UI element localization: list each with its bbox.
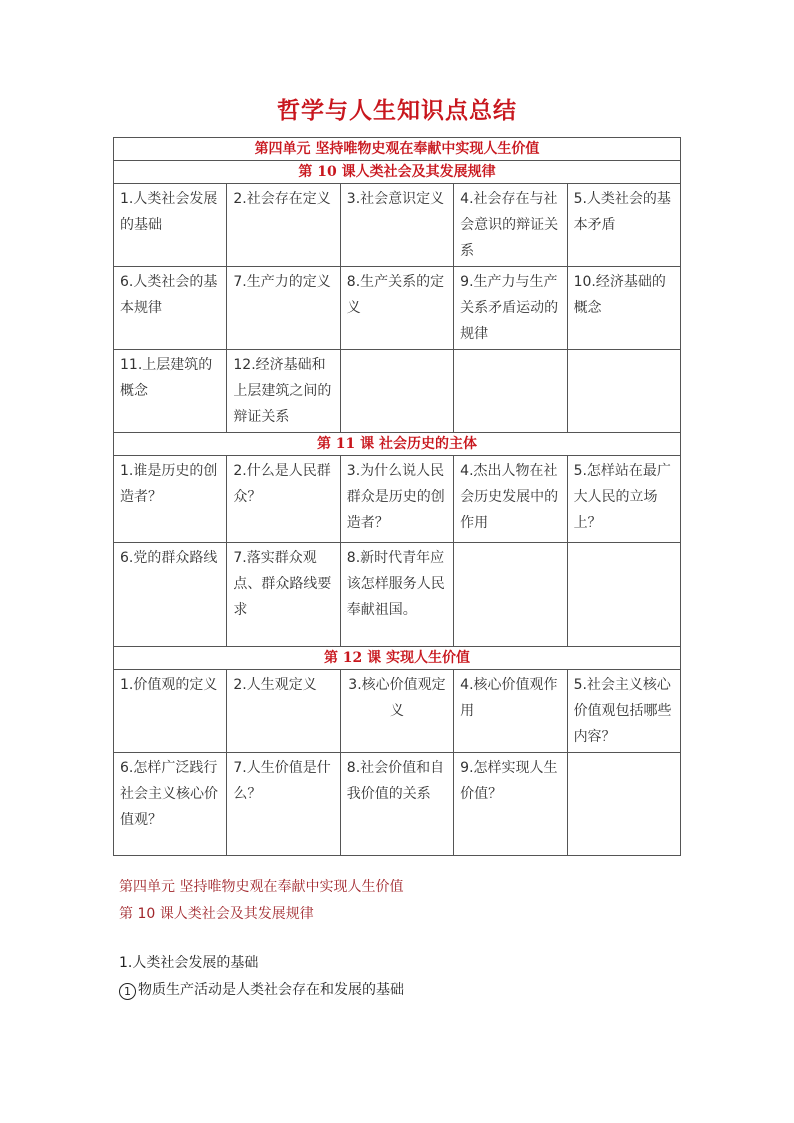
lesson-12-header: 第 12 课 实现人生价值 xyxy=(114,647,681,670)
table-cell: 1.人类社会发展的基础 xyxy=(114,184,227,267)
table-cell: 8.新时代青年应该怎样服务人民奉献祖国。 xyxy=(340,543,453,647)
table-cell xyxy=(567,350,680,433)
table-cell xyxy=(454,543,567,647)
table-cell: 6.人类社会的基本规律 xyxy=(114,267,227,350)
table-row xyxy=(114,753,681,856)
table-cell xyxy=(567,543,680,647)
table-row xyxy=(114,350,681,433)
circled-number-1: 1 xyxy=(119,983,136,1000)
point-1-text: 物质生产活动是人类社会存在和发展的基础 xyxy=(138,982,404,998)
table-cell xyxy=(340,350,453,433)
outline-table xyxy=(113,137,681,856)
table-cell: 1.谁是历史的创造者？ xyxy=(114,456,227,543)
table-row xyxy=(114,138,681,161)
table-row xyxy=(114,433,681,456)
table-row xyxy=(114,267,681,350)
table-cell: 8.社会价值和自我价值的关系 xyxy=(340,753,453,856)
table-cell: 9.怎样实现人生价值？ xyxy=(454,753,567,856)
table-cell xyxy=(454,350,567,433)
table-cell: 5.怎样站在最广大人民的立场上？ xyxy=(567,456,680,543)
table-cell: 7.人生价值是什么？ xyxy=(227,753,340,856)
table-cell: 4.杰出人物在社会历史发展中的作用 xyxy=(454,456,567,543)
table-cell: 4.社会存在与社会意识的辩证关系 xyxy=(454,184,567,267)
table-cell: 10.经济基础的概念 xyxy=(567,267,680,350)
table-cell: 4.核心价值观作用 xyxy=(454,670,567,753)
table-cell: 7.落实群众观点、群众路线要求 xyxy=(227,543,340,647)
table-row xyxy=(114,161,681,184)
table-cell: 7.生产力的定义 xyxy=(227,267,340,350)
table-cell: 5.社会主义核心价值观包括哪些内容？ xyxy=(567,670,680,753)
table-row xyxy=(114,456,681,543)
table-cell: 3.为什么说人民群众是历史的创造者？ xyxy=(340,456,453,543)
table-cell: 3.社会意识定义 xyxy=(340,184,453,267)
lesson-10-header: 第 10 课人类社会及其发展规律 xyxy=(114,161,681,184)
table-row xyxy=(114,670,681,753)
table-cell: 1.价值观的定义 xyxy=(114,670,227,753)
table-cell: 11.上层建筑的概念 xyxy=(114,350,227,433)
table-cell: 2.人生观定义 xyxy=(227,670,340,753)
question-heading: 1.人类社会发展的基础 xyxy=(119,955,259,971)
table-cell: 6.党的群众路线 xyxy=(114,543,227,647)
table-cell: 6.怎样广泛践行社会主义核心价值观？ xyxy=(114,753,227,856)
table-row xyxy=(114,647,681,670)
unit-heading: 第四单元 坚持唯物史观在奉献中实现人生价值 xyxy=(119,879,404,895)
table-row xyxy=(114,184,681,267)
table-row xyxy=(114,543,681,647)
table-cell: 3.核心价值观定义 xyxy=(340,670,453,753)
table-cell: 2.什么是人民群众？ xyxy=(227,456,340,543)
table-cell: 2.社会存在定义 xyxy=(227,184,340,267)
lesson-heading: 第 10 课人类社会及其发展规律 xyxy=(119,906,314,922)
table-cell: 5.人类社会的基本矛盾 xyxy=(567,184,680,267)
point-1 xyxy=(119,980,404,1000)
table-cell: 9.生产力与生产关系矛盾运动的规律 xyxy=(454,267,567,350)
lesson-11-header: 第 11 课 社会历史的主体 xyxy=(114,433,681,456)
unit-header: 第四单元 坚持唯物史观在奉献中实现人生价值 xyxy=(114,138,681,161)
table-cell xyxy=(567,753,680,856)
page-title: 哲学与人生知识点总结 xyxy=(277,97,517,124)
table-cell: 12.经济基础和上层建筑之间的辩证关系 xyxy=(227,350,340,433)
table-cell: 8.生产关系的定义 xyxy=(340,267,453,350)
